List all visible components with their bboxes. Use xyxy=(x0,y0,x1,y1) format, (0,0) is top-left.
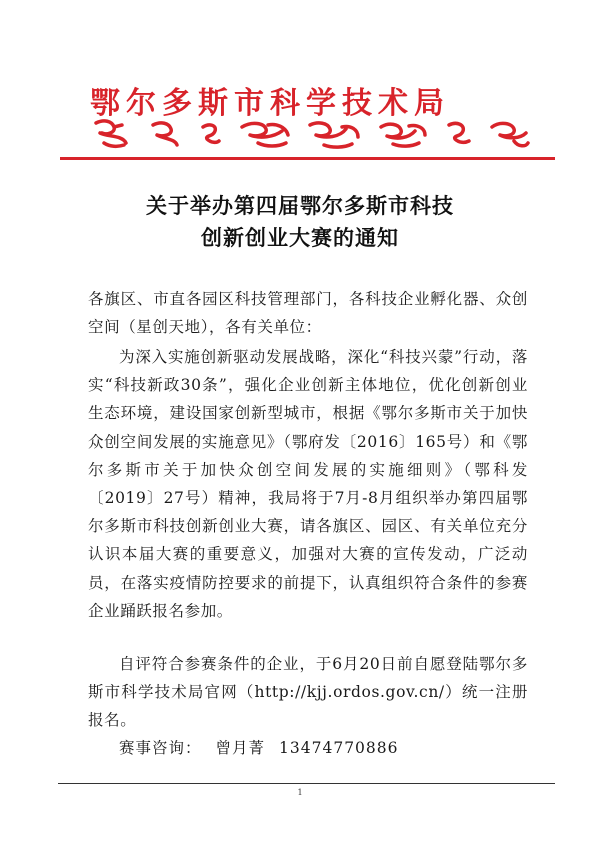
mongolian-org-name-graphic xyxy=(92,117,532,151)
org-name-header: 鄂尔多斯市科学技术局 xyxy=(90,86,450,121)
salutation: 各旗区、市直各园区科技管理部门，各科技企业孵化器、众创空间（星创天地），各有关单位： xyxy=(88,290,528,337)
body-paragraph-2: 自评符合参赛条件的企业，于6月20日前自愿登陆鄂尔多斯市科学技术局官网（http://kjj.ordos.gov.cn/）统一注册报名。 xyxy=(88,655,528,730)
document-title-line-2: 创新创业大赛的通知 xyxy=(201,225,399,250)
page-number: 1 xyxy=(297,788,303,797)
contact-name: 曾月菁 xyxy=(215,739,266,757)
body-paragraph-1: 为深入实施创新驱动发展战略，深化“科技兴蒙”行动，落实“科技新政30条”，强化企业创新主体地位，优化创新创业生态环境，建设国家创新型城市，根据《鄂尔多斯市关于加快众创空间发展的实施意见》（鄂府发〔2016〕165号）和《鄂尔多斯市关于加快众创空间发展的实施细则》（鄂科发〔2019〕27号）精神，我局将于7月-8月组织举办第四届鄂尔多斯市科技创新创业大赛，请各旗区、园区、有关单位充分认识本届大赛的重要意义，加强对大赛的宣传发动，广泛动员，在落实疫情防控要求的前提下，认真组织符合条件的参赛企业踊跃报名参加。 xyxy=(88,348,528,620)
contact-line xyxy=(119,736,399,758)
contact-label: 赛事咨询： xyxy=(119,739,202,757)
footer-rule xyxy=(58,783,555,784)
document-title-line-1: 关于举办第四届鄂尔多斯市科技 xyxy=(146,193,454,218)
header-red-rule xyxy=(60,157,555,160)
contact-phone: 13474770886 xyxy=(279,739,399,757)
